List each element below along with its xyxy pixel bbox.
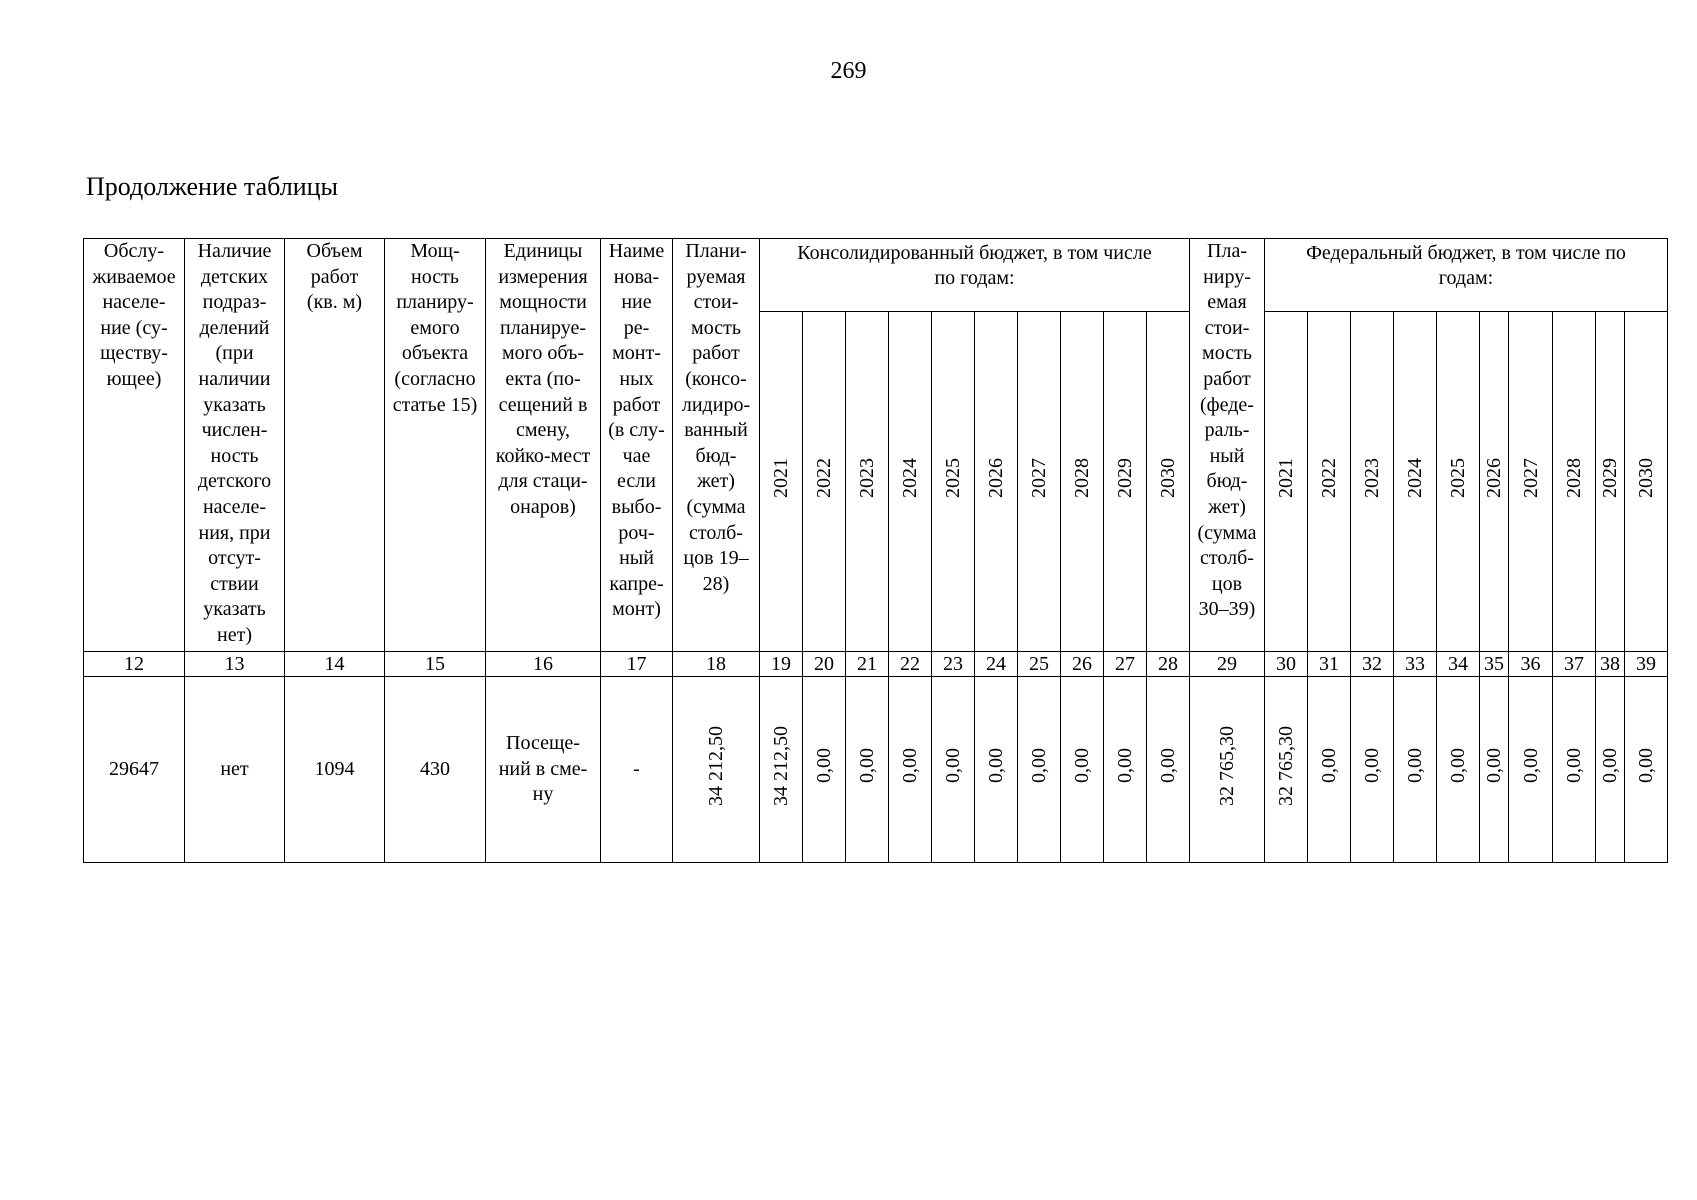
cell-federal-year: 32 765,30 xyxy=(1265,677,1308,863)
column-number: 21 xyxy=(846,652,889,677)
column-number: 32 xyxy=(1351,652,1394,677)
cell-consolidated-year: 0,00 xyxy=(1147,677,1190,863)
cell-consolidated-year: 34 212,50 xyxy=(760,677,803,863)
column-number: 13 xyxy=(185,652,285,677)
cell-work-volume: 1094 xyxy=(285,677,385,863)
table-row xyxy=(84,677,1668,863)
cell-consolidated-year: 0,00 xyxy=(975,677,1018,863)
year-header: 2021 xyxy=(760,312,803,652)
column-number: 27 xyxy=(1104,652,1147,677)
budget-table xyxy=(83,238,1668,863)
cell-consolidated-year: 0,00 xyxy=(889,677,932,863)
header-work-volume: Объем работ (кв. м) xyxy=(285,239,385,652)
column-number: 35 xyxy=(1480,652,1509,677)
cell-consolidated-year: 0,00 xyxy=(1061,677,1104,863)
column-number: 22 xyxy=(889,652,932,677)
column-number: 14 xyxy=(285,652,385,677)
cell-children-units: нет xyxy=(185,677,285,863)
column-number: 20 xyxy=(803,652,846,677)
table-caption: Продолжение таблицы xyxy=(86,172,338,201)
column-number: 26 xyxy=(1061,652,1104,677)
column-number: 16 xyxy=(486,652,601,677)
header-repair-name: Наиме нова- ние ре- монт- ных работ (в слу- чае если выбо- роч- ный капре- монт) xyxy=(601,239,673,652)
cell-consolidated-year: 0,00 xyxy=(846,677,889,863)
column-number: 15 xyxy=(385,652,486,677)
column-number: 38 xyxy=(1596,652,1625,677)
column-number: 25 xyxy=(1018,652,1061,677)
year-header: 2025 xyxy=(932,312,975,652)
column-number: 39 xyxy=(1625,652,1668,677)
cell-consolidated-year: 0,00 xyxy=(803,677,846,863)
year-header: 2026 xyxy=(1480,312,1509,652)
year-header: 2024 xyxy=(1394,312,1437,652)
year-header: 2026 xyxy=(975,312,1018,652)
column-number: 37 xyxy=(1553,652,1596,677)
column-number: 33 xyxy=(1394,652,1437,677)
header-planned-cost-federal: Пла- ниру- емая стои- мость работ (феде- раль- ный бюд- жет) (сумма столб- цов 30–39) xyxy=(1190,239,1265,652)
cell-planned-cost-consolidated: 34 212,50 xyxy=(673,677,760,863)
header-consolidated-group: Консолидированный бюджет, в том числе по годам: xyxy=(760,239,1190,312)
year-header: 2025 xyxy=(1437,312,1480,652)
cell-federal-year: 0,00 xyxy=(1394,677,1437,863)
year-header: 2030 xyxy=(1625,312,1668,652)
cell-federal-year: 0,00 xyxy=(1351,677,1394,863)
column-number: 29 xyxy=(1190,652,1265,677)
year-header: 2027 xyxy=(1018,312,1061,652)
cell-capacity: 430 xyxy=(385,677,486,863)
cell-federal-year: 0,00 xyxy=(1553,677,1596,863)
cell-federal-year: 0,00 xyxy=(1437,677,1480,863)
column-number: 30 xyxy=(1265,652,1308,677)
year-header: 2023 xyxy=(1351,312,1394,652)
column-number: 36 xyxy=(1509,652,1553,677)
cell-federal-year: 0,00 xyxy=(1625,677,1668,863)
cell-federal-year: 0,00 xyxy=(1480,677,1509,863)
cell-planned-cost-federal: 32 765,30 xyxy=(1190,677,1265,863)
column-number: 34 xyxy=(1437,652,1480,677)
year-header: 2029 xyxy=(1596,312,1625,652)
column-number: 17 xyxy=(601,652,673,677)
cell-consolidated-year: 0,00 xyxy=(932,677,975,863)
column-number: 18 xyxy=(673,652,760,677)
cell-repair-name: - xyxy=(601,677,673,863)
column-number: 23 xyxy=(932,652,975,677)
year-header: 2022 xyxy=(1308,312,1351,652)
header-federal-group: Федеральный бюджет, в том числе по годам: xyxy=(1265,239,1668,312)
column-number-row xyxy=(84,652,1668,677)
header-capacity-units: Единицы измерения мощности планируе- мого объ- екта (по- сещений в смену, койко-мест для стаци- онаров) xyxy=(486,239,601,652)
cell-federal-year: 0,00 xyxy=(1509,677,1553,863)
year-header: 2029 xyxy=(1104,312,1147,652)
cell-capacity-units: Посеще- ний в сме- ну xyxy=(486,677,601,863)
column-number: 19 xyxy=(760,652,803,677)
column-number: 12 xyxy=(84,652,185,677)
year-header: 2030 xyxy=(1147,312,1190,652)
page-number: 269 xyxy=(830,58,867,84)
column-number: 24 xyxy=(975,652,1018,677)
cell-federal-year: 0,00 xyxy=(1596,677,1625,863)
column-number: 31 xyxy=(1308,652,1351,677)
header-planned-cost-consolidated: Плани- руемая стои- мость работ (консо- лидиро- ванный бюд- жет) (сумма столб- цов 19– 28) xyxy=(673,239,760,652)
cell-consolidated-year: 0,00 xyxy=(1018,677,1061,863)
column-number: 28 xyxy=(1147,652,1190,677)
year-header: 2024 xyxy=(889,312,932,652)
header-children-units: Наличие детских подраз- делений (при наличии указать числен- ность детского населе- ния, при отсут- ствии указать нет) xyxy=(185,239,285,652)
year-header: 2023 xyxy=(846,312,889,652)
year-header: 2028 xyxy=(1061,312,1104,652)
header-capacity: Мощ- ность планиру- емого объекта (согласно статье 15) xyxy=(385,239,486,652)
cell-federal-year: 0,00 xyxy=(1308,677,1351,863)
year-header: 2021 xyxy=(1265,312,1308,652)
header-served-population: Обслу- живаемое населе- ние (су- ществу- ющее) xyxy=(84,239,185,652)
cell-consolidated-year: 0,00 xyxy=(1104,677,1147,863)
year-header: 2028 xyxy=(1553,312,1596,652)
cell-served-population: 29647 xyxy=(84,677,185,863)
year-header: 2027 xyxy=(1509,312,1553,652)
year-header: 2022 xyxy=(803,312,846,652)
